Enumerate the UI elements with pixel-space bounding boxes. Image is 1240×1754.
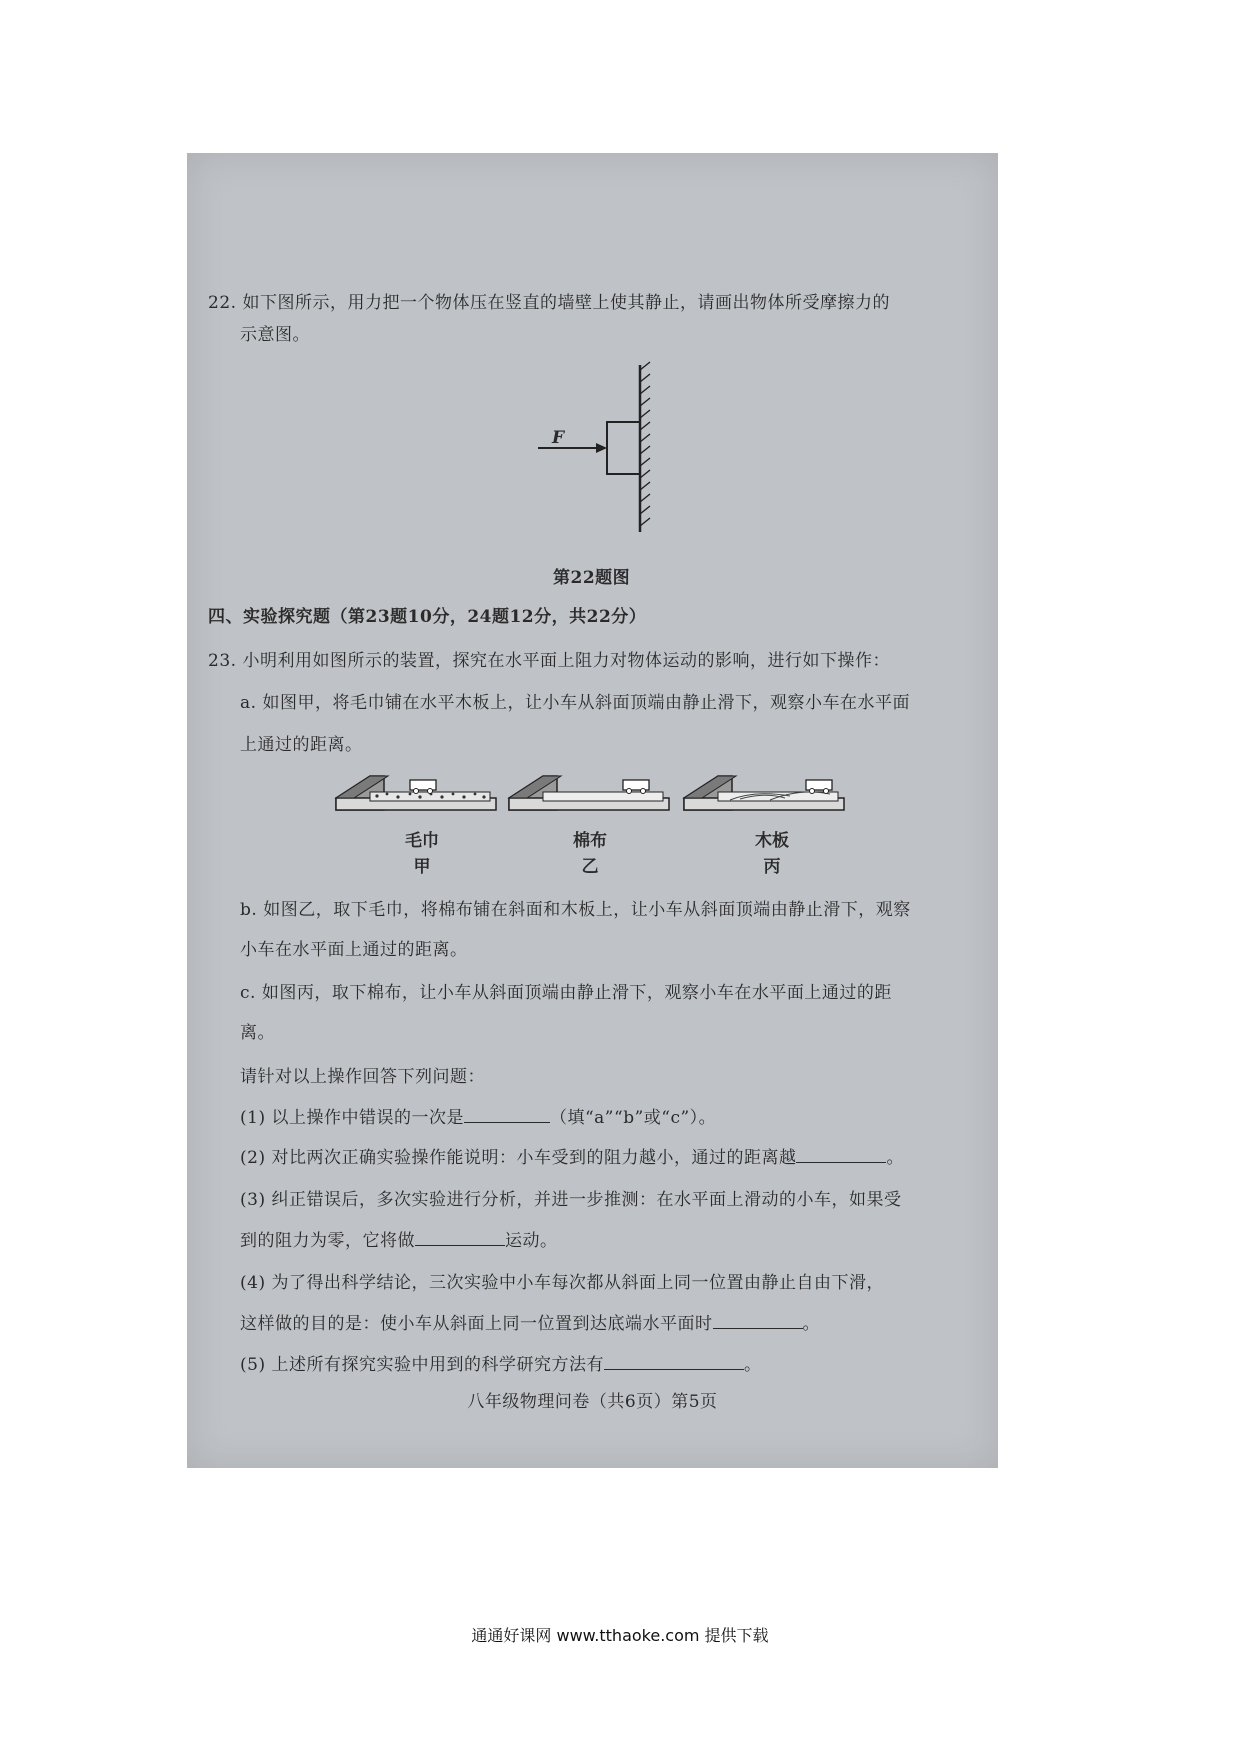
- sub1-text: (1) 以上操作中错误的一次是: [240, 1108, 464, 1128]
- q23-sub1: [240, 1103, 716, 1128]
- q23-a-line1: a. 如图甲，将毛巾铺在水平木板上，让小车从斜面顶端由静止滑下，观察小车在水平面: [240, 693, 910, 713]
- q23-sub2: [240, 1143, 904, 1168]
- sub3-end: 运动。: [505, 1231, 558, 1251]
- sub5-answer-blank[interactable]: [604, 1353, 744, 1370]
- sub2-end: 。: [886, 1148, 904, 1168]
- figure-1-material: 毛巾: [405, 831, 439, 851]
- q23-prompt: 请针对以上操作回答下列问题：: [240, 1067, 485, 1087]
- figure-towel: [332, 770, 500, 820]
- figure-3-name: 丙: [763, 857, 781, 877]
- q23-sub4-line1: (4) 为了得出科学结论，三次实验中小车每次都从斜面上同一位置由静止自由下滑，: [240, 1273, 884, 1293]
- figure-wood: [680, 770, 848, 820]
- q22-wall-figure: [530, 360, 680, 540]
- q22-text-line2: 示意图。: [240, 325, 310, 345]
- sub3-answer-blank[interactable]: [415, 1229, 505, 1246]
- page-footer: 八年级物理问卷（共6页）第5页: [467, 1392, 718, 1412]
- q22-figure-caption: 第22题图: [553, 568, 631, 588]
- q22-text-line1: 22. 如下图所示，用力把一个物体压在竖直的墙壁上使其静止，请画出物体所受摩擦力的: [208, 293, 890, 313]
- sub4-end: 。: [802, 1314, 820, 1334]
- figure-2-name: 乙: [581, 857, 599, 877]
- figure-1-name: 甲: [413, 857, 431, 877]
- q23-b-line1: b. 如图乙，取下毛巾，将棉布铺在斜面和木板上，让小车从斜面顶端由静止滑下，观察: [240, 900, 911, 920]
- sub2-text: (2) 对比两次正确实验操作能说明：小车受到的阻力越小，通过的距离越: [240, 1148, 797, 1168]
- sub3-text: 到的阻力为零，它将做: [240, 1231, 415, 1251]
- sub5-text: (5) 上述所有探究实验中用到的科学研究方法有: [240, 1355, 604, 1375]
- q23-sub3-line2: [240, 1226, 558, 1251]
- q23-sub5: [240, 1350, 761, 1375]
- sub5-end: 。: [743, 1355, 762, 1375]
- q23-sub3-line1: (3) 纠正错误后，多次实验进行分析，并进一步推测：在水平面上滑动的小车，如果受: [240, 1190, 902, 1210]
- section-heading: 四、实验探究题（第23题10分，24题12分，共22分）: [208, 607, 647, 627]
- figure-2-material: 棉布: [573, 831, 607, 851]
- q23-sub4-line2: [240, 1309, 820, 1334]
- q23-intro: 23. 小明利用如图所示的装置，探究在水平面上阻力对物体运动的影响，进行如下操作：: [208, 651, 890, 671]
- q23-a-line2: 上通过的距离。: [240, 735, 363, 755]
- sub1-answer-blank[interactable]: [464, 1106, 550, 1123]
- sub4-text: 这样做的目的是：使小车从斜面上同一位置到达底端水平面时: [240, 1314, 713, 1334]
- sub4-answer-blank[interactable]: [713, 1312, 803, 1329]
- q23-c-line1: c. 如图丙，取下棉布，让小车从斜面顶端由静止滑下，观察小车在水平面上通过的距: [240, 983, 892, 1003]
- sub2-answer-blank[interactable]: [796, 1146, 886, 1163]
- q23-c-line2: 离。: [240, 1023, 275, 1043]
- sub1-hint: （填“a”“b”或“c”）。: [549, 1108, 717, 1128]
- figure-cotton: [505, 770, 673, 820]
- force-f-label: F: [552, 428, 565, 448]
- figure-3-material: 木板: [755, 831, 789, 851]
- q23-b-line2: 小车在水平面上通过的距离。: [240, 940, 468, 960]
- download-watermark: 通通好课网 www.tthaoke.com 提供下载: [471, 1626, 769, 1645]
